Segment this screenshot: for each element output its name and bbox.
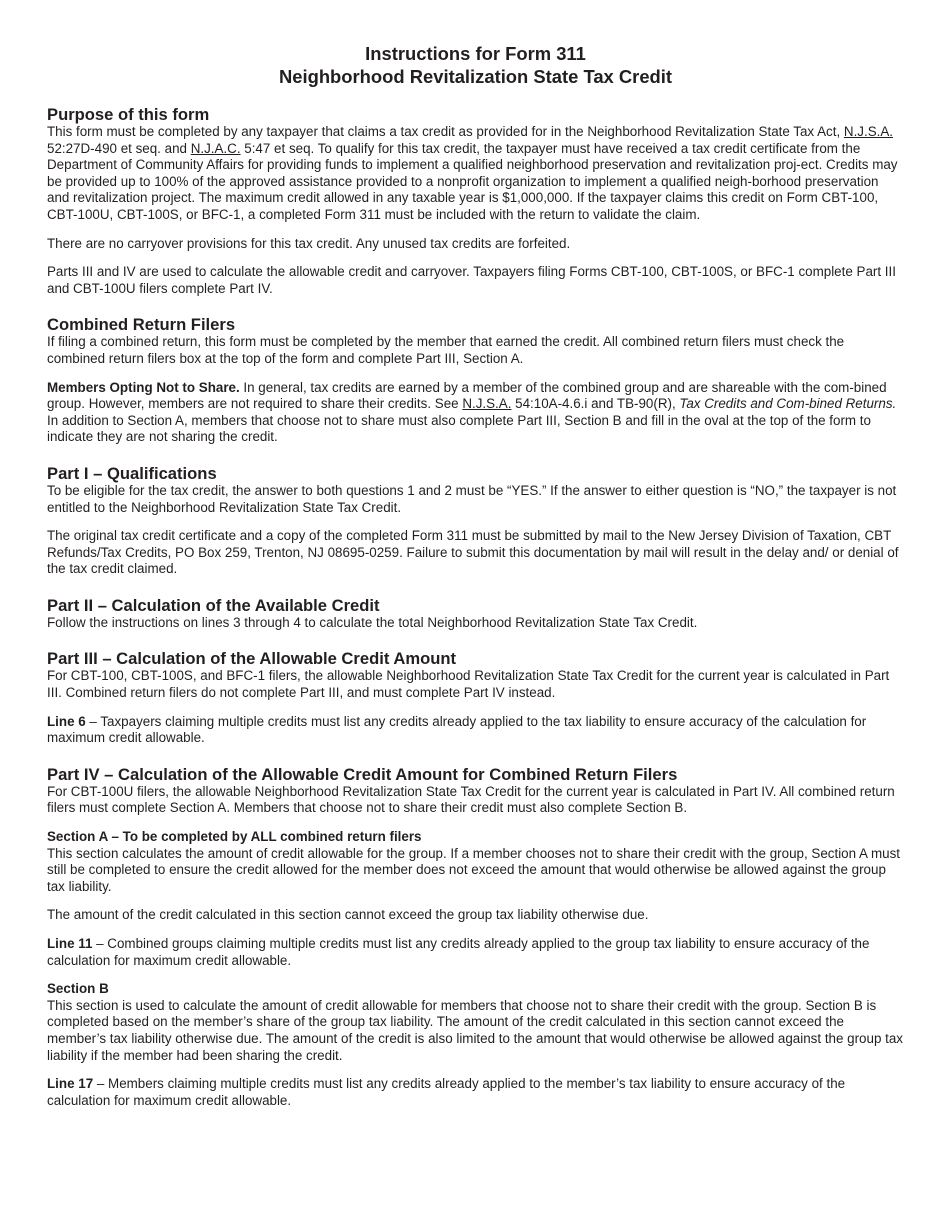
part4-paragraph-1: For CBT-100U filers, the allowable Neighborhood Revitalization State Tax Credit for the current year is calculated in Part IV. All combined return filers must complete Section A. Members that choose not to share their credit must also complete Section B. [47, 783, 895, 816]
line-6-text: – Taxpayers claiming multiple credits must list any credits already applied to the tax liability to ensure accuracy of the calculation for maximum credit allowable. [47, 713, 867, 746]
document-title [47, 43, 904, 88]
part1-paragraph-2: The original tax credit certificate and a copy of the completed Form 311 must be submitted by mail to the New Jersey Division of Taxation, CBT Refunds/Tax Credits, PO Box 259, Trenton, NJ 08695-0259. Failure to submit this documentation by mail will result in the delay and/ or denial of the tax credit claimed. [47, 528, 899, 577]
part3-line-6 [47, 714, 904, 747]
part4-line-17 [47, 1076, 904, 1109]
part2-heading: Part II – Calculation of the Available Credit [47, 595, 380, 615]
line-17-label: Line 17 [47, 1076, 94, 1092]
section-a-paragraph-2: The amount of the credit calculated in this section cannot exceed the group tax liability otherwise due. [47, 907, 649, 923]
part4-heading: Part IV – Calculation of the Allowable Credit Amount for Combined Return Filers [47, 764, 678, 784]
purpose-text-b: 52:27D-490 et seq. and [47, 140, 191, 156]
section-b-heading: Section B [47, 981, 109, 997]
citation-njac: N.J.A.C. [190, 140, 241, 156]
purpose-heading: Purpose of this form [47, 105, 210, 124]
section-part-2 [47, 596, 904, 632]
section-a-heading: Section A – To be completed by ALL combined return filers [47, 829, 422, 845]
section-part-1 [47, 464, 904, 578]
line-11-text: – Combined groups claiming multiple credits must list any credits already applied to the group tax liability to ensure accuracy of the calculation for maximum credit allowable. [47, 936, 870, 968]
members-opting-lead: Members Opting Not to Share. [47, 379, 240, 395]
citation-njsa-2: N.J.S.A. [462, 396, 512, 412]
purpose-paragraph-3: Parts III and IV are used to calculate the allowable credit and carryover. Taxpayers filing Forms CBT-100, CBT-100S, or BFC-1 complete Part III and CBT-100U filers complete Part IV. [47, 264, 896, 296]
line-17-text: – Members claiming multiple credits must list any credits already applied to the member’s tax liability to ensure accuracy of the calculation for maximum credit allowable. [47, 1076, 846, 1108]
instructions-page [47, 43, 904, 1121]
title-line-1: Instructions for Form 311 [365, 43, 586, 64]
part4-line-11 [47, 936, 904, 969]
combined-heading: Combined Return Filers [47, 315, 236, 335]
purpose-text-a: This form must be completed by any taxpayer that claims a tax credit as provided for in the Neighborhood Revitalization State Tax Act, [47, 124, 844, 139]
section-purpose [47, 105, 904, 297]
purpose-text-c: 5:47 et seq. To qualify for this tax credit, the taxpayer must have received a tax credit certificate from the Department of Community Affairs for providing funds to implement a qualified neighborhood preservation and revitalization proj-ect. Credits may be provided up to 100% of the approved assistance provided to a nonprofit organization to implement a qualified neigh-borhood preservation and revitalization project. The maximum credit allowed in any taxable year is $1,000,000. If the taxpayer claims this credit on Form CBT-100, CBT-100U, CBT-100S, or BFC-1, a completed Form 311 must be included with the return to validate the claim. [47, 140, 898, 222]
part3-paragraph-1: For CBT-100, CBT-100S, and BFC-1 filers, the allowable Neighborhood Revitalization State Tax Credit for the current year is calculated in Part III. Combined return filers do not complete Part III, and must complete Part IV instead. [47, 668, 890, 701]
part2-paragraph-1: Follow the instructions on lines 3 through 4 to calculate the total Neighborhood Revitalization State Tax Credit. [47, 614, 698, 630]
part3-heading: Part III – Calculation of the Allowable Credit Amount [47, 649, 457, 669]
part1-heading: Part I – Qualifications [47, 463, 217, 483]
combined-text-a: In general, tax credits are earned by a member of the combined group and are shareable with the com-bined group. However, members are not required to share their credits. See [47, 379, 887, 412]
section-part-3 [47, 649, 904, 746]
section-combined-return-filers [47, 315, 904, 446]
combined-text-c: In addition to Section A, members that choose not to share must also complete Part III, Section B and fill in the oval at the top of the form to indicate they are not sharing the credit. [47, 412, 871, 445]
section-part-4 [47, 765, 904, 1110]
combined-text-b: 54:10A-4.6.i and TB-90(R), [511, 396, 680, 412]
line-6-label: Line 6 [47, 713, 86, 729]
title-line-2: Neighborhood Revitalization State Tax Credit [278, 65, 673, 87]
citation-njsa: N.J.S.A. [843, 124, 894, 139]
combined-paragraph-2 [47, 380, 904, 446]
section-a-paragraph-1: This section calculates the amount of credit allowable for the group. If a member chooses not to share their credit with the group, Section A must still be completed to ensure the credit allowed for the member does not exceed the amount that would otherwise be allowed against the group tax liability. [47, 845, 900, 894]
line-11-label: Line 11 [47, 936, 93, 951]
part1-paragraph-1: To be eligible for the tax credit, the answer to both questions 1 and 2 must be “YES.” If the answer to either question is “NO,” the taxpayer is not entitled to the Neighborhood Revitalization State Tax Credit. [47, 482, 897, 515]
combined-paragraph-1: If filing a combined return, this form must be completed by the member that earned the credit. All combined return filers must check the combined return filers box at the top of the form and complete Part III, Section A. [47, 334, 845, 366]
purpose-paragraph-2: There are no carryover provisions for this tax credit. Any unused tax credits are forfeited. [47, 235, 571, 251]
combined-italic-title: Tax Credits and Com-bined Returns. [679, 396, 897, 412]
purpose-paragraph-1 [47, 124, 904, 224]
section-b-paragraph-1: This section is used to calculate the amount of credit allowable for members that choose not to share their credit with the group. Section B is completed based on the member’s share of the group tax liability. The amount of the credit calculated in this section cannot exceed the member’s tax liability otherwise due. The amount of the credit is also limited to the amount that would otherwise be allowed against the group tax liability if the member had been sharing the credit. [47, 997, 903, 1063]
